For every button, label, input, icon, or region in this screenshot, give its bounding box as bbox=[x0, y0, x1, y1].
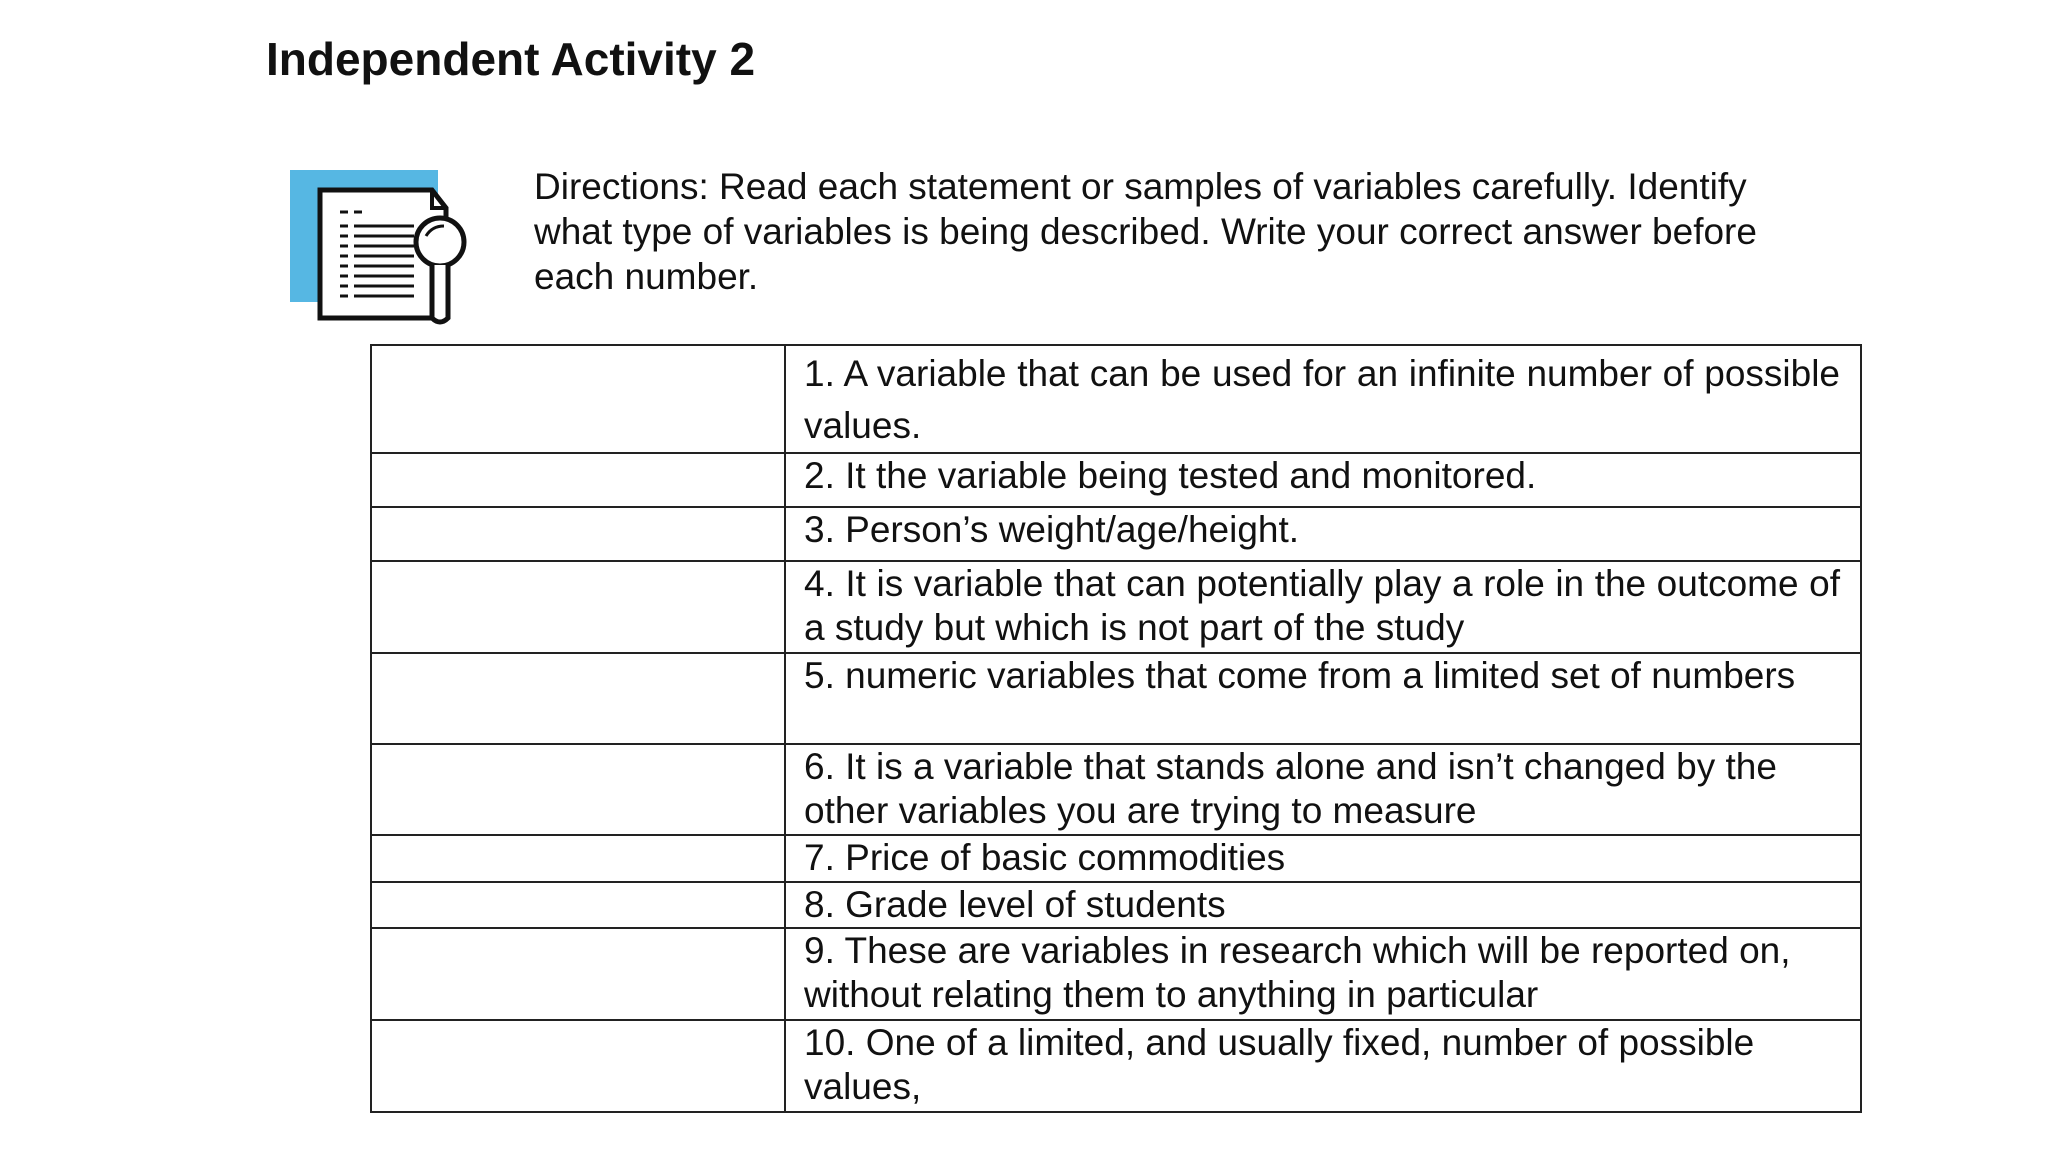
table-row bbox=[371, 835, 1861, 882]
statement-1: 1. A variable that can be used for an infinite number of possible values. bbox=[785, 345, 1861, 453]
table-row bbox=[371, 507, 1861, 561]
statement-9: 9. These are variables in research which will be reported on, without relating them to anything in particular bbox=[785, 928, 1861, 1020]
table-row bbox=[371, 653, 1861, 744]
page-title: Independent Activity 2 bbox=[266, 33, 756, 85]
table-row bbox=[371, 744, 1861, 835]
answer-blank-2[interactable] bbox=[371, 453, 785, 507]
statement-2: 2. It the variable being tested and monitored. bbox=[785, 453, 1861, 507]
table-row bbox=[371, 453, 1861, 507]
answer-blank-1[interactable] bbox=[371, 345, 785, 453]
table-row bbox=[371, 561, 1861, 653]
answer-blank-9[interactable] bbox=[371, 928, 785, 1020]
activity-table bbox=[370, 344, 1862, 1113]
document-magnifier-icon bbox=[290, 170, 510, 330]
statement-7: 7. Price of basic commodities bbox=[785, 835, 1861, 882]
statement-6: 6. It is a variable that stands alone and isn’t changed by the other variables you are trying to measure bbox=[785, 744, 1861, 835]
statement-8: 8. Grade level of students bbox=[785, 882, 1861, 928]
answer-blank-5[interactable] bbox=[371, 653, 785, 744]
answer-blank-3[interactable] bbox=[371, 507, 785, 561]
table-row bbox=[371, 1020, 1861, 1112]
answer-blank-7[interactable] bbox=[371, 835, 785, 882]
statement-5: 5. numeric variables that come from a limited set of numbers bbox=[785, 653, 1861, 744]
statement-3: 3. Person’s weight/age/height. bbox=[785, 507, 1861, 561]
statement-4: 4. It is variable that can potentially play a role in the outcome of a study but which is not part of the study bbox=[785, 561, 1861, 653]
statement-10: 10. One of a limited, and usually fixed, number of possible values, bbox=[785, 1020, 1861, 1112]
table-row bbox=[371, 928, 1861, 1020]
answer-blank-8[interactable] bbox=[371, 882, 785, 928]
directions-text: Directions: Read each statement or samples of variables carefully. Identify what type of variables is being described. Write your correct answer before each number. bbox=[534, 166, 1757, 297]
answer-blank-6[interactable] bbox=[371, 744, 785, 835]
answer-blank-4[interactable] bbox=[371, 561, 785, 653]
table-row bbox=[371, 345, 1861, 453]
table-row bbox=[371, 882, 1861, 928]
answer-blank-10[interactable] bbox=[371, 1020, 785, 1112]
